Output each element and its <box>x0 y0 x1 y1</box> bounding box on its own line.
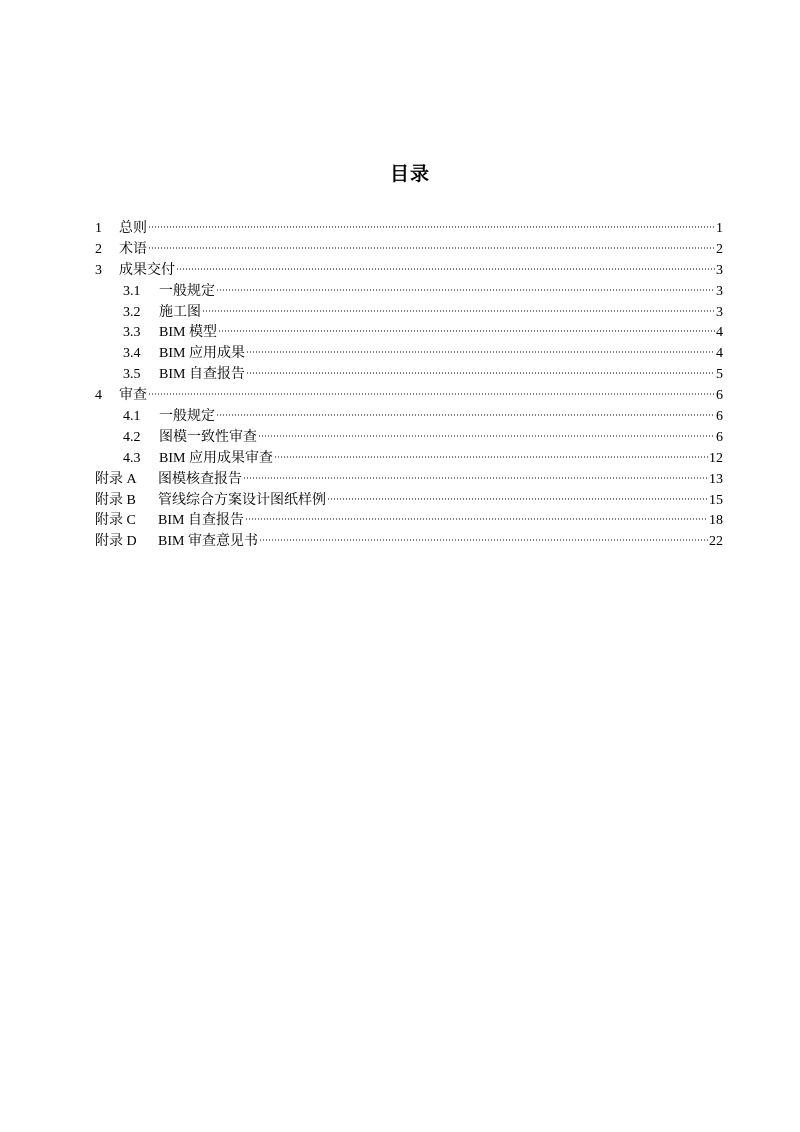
toc-entry-number: 4.1 <box>123 409 141 425</box>
toc-entry-title: BIM 自查报告 <box>158 513 244 529</box>
toc-entry-page: 6 <box>716 429 723 445</box>
toc-entry-page: 22 <box>709 534 723 550</box>
toc-dot-leader <box>148 392 715 396</box>
toc-entry-number: 3.5 <box>123 367 141 383</box>
toc-entry[interactable] <box>95 240 723 261</box>
toc-entry-title: 管线综合方案设计图纸样例 <box>158 492 326 508</box>
toc-entry-number: 1 <box>95 221 102 236</box>
toc-appendix-entry[interactable] <box>95 532 723 553</box>
toc-dot-leader <box>327 497 708 501</box>
toc-entry-title: BIM 审查意见书 <box>158 534 258 550</box>
toc-entry-page: 4 <box>716 346 723 362</box>
toc-entry-number: 4.3 <box>123 450 141 466</box>
toc-dot-leader <box>176 267 715 271</box>
toc-entry-title: 一般规定 <box>159 409 215 425</box>
toc-entry-number: 2 <box>95 241 102 257</box>
toc-entry-number: 4.2 <box>123 429 141 445</box>
toc-entry-number: 4 <box>95 388 102 404</box>
toc-entry-page: 5 <box>716 367 723 383</box>
toc-entry-title: 审查 <box>119 388 147 404</box>
toc-subentry[interactable] <box>95 323 723 344</box>
toc-subentry[interactable] <box>95 282 723 303</box>
toc-entry-page: 6 <box>716 409 723 425</box>
toc-dot-leader <box>148 246 715 250</box>
toc-entry[interactable] <box>95 261 723 282</box>
toc-entry-number: 附录 A <box>95 471 137 487</box>
toc-entry[interactable] <box>95 386 723 407</box>
toc-subentry[interactable] <box>95 365 723 386</box>
toc-entry-title: 图模一致性审查 <box>159 429 257 445</box>
toc-entry-page: 1 <box>716 221 723 236</box>
toc-entry-title: 图模核查报告 <box>158 471 242 487</box>
toc-entry-title: BIM 应用成果审查 <box>159 450 273 466</box>
toc-subentry[interactable] <box>95 344 723 365</box>
toc-entry-number: 3.4 <box>123 346 141 362</box>
toc-subentry[interactable] <box>95 303 723 324</box>
toc-dot-leader <box>245 517 708 521</box>
toc-dot-leader <box>218 329 715 333</box>
toc-dot-leader <box>258 434 715 438</box>
toc-entry-page: 18 <box>709 513 723 529</box>
toc-dot-leader <box>246 371 715 375</box>
toc-entry[interactable] <box>95 219 723 240</box>
toc-appendix-entry[interactable] <box>95 491 723 512</box>
toc-dot-leader <box>216 288 715 292</box>
toc-dot-leader <box>246 350 715 354</box>
toc-entry-title: BIM 应用成果 <box>159 346 245 362</box>
toc-subentry[interactable] <box>95 407 723 428</box>
toc-subentry[interactable] <box>95 428 723 449</box>
toc-entry-title: BIM 自查报告 <box>159 367 245 383</box>
toc-entry-page: 15 <box>709 492 723 508</box>
toc-entry-title: 一般规定 <box>159 283 215 299</box>
toc-entry-page: 12 <box>709 450 723 466</box>
toc-title: 目录 <box>389 163 430 185</box>
toc-entry-title: BIM 模型 <box>159 325 217 341</box>
toc-entry-number: 3.2 <box>123 304 141 320</box>
toc-entry-page: 6 <box>716 388 723 404</box>
toc-entry-number: 附录 D <box>95 534 137 550</box>
toc-entry-number: 附录 B <box>95 492 136 508</box>
toc-dot-leader <box>216 413 715 417</box>
toc-entry-number: 3 <box>95 262 102 278</box>
toc-subentry[interactable] <box>95 449 723 470</box>
toc-appendix-entry[interactable] <box>95 470 723 491</box>
toc-dot-leader <box>274 455 708 459</box>
table-of-contents <box>95 219 723 553</box>
toc-entry-page: 3 <box>716 283 723 299</box>
toc-appendix-entry[interactable] <box>95 511 723 532</box>
toc-entry-page: 3 <box>716 304 723 320</box>
toc-dot-leader <box>202 309 715 313</box>
toc-entry-number: 3.1 <box>123 283 141 299</box>
toc-entry-page: 13 <box>709 471 723 487</box>
toc-entry-title: 施工图 <box>159 304 201 320</box>
toc-entry-page: 2 <box>716 241 723 257</box>
toc-entry-number: 附录 C <box>95 513 136 529</box>
toc-entry-page: 4 <box>716 325 723 341</box>
toc-dot-leader <box>259 538 708 542</box>
toc-entry-number: 3.3 <box>123 325 141 341</box>
toc-entry-page: 3 <box>716 262 723 278</box>
toc-dot-leader <box>243 476 708 480</box>
toc-entry-title: 术语 <box>119 241 147 257</box>
toc-dot-leader <box>148 225 715 229</box>
toc-entry-title: 成果交付 <box>119 262 175 278</box>
toc-entry-title: 总则 <box>119 221 147 236</box>
